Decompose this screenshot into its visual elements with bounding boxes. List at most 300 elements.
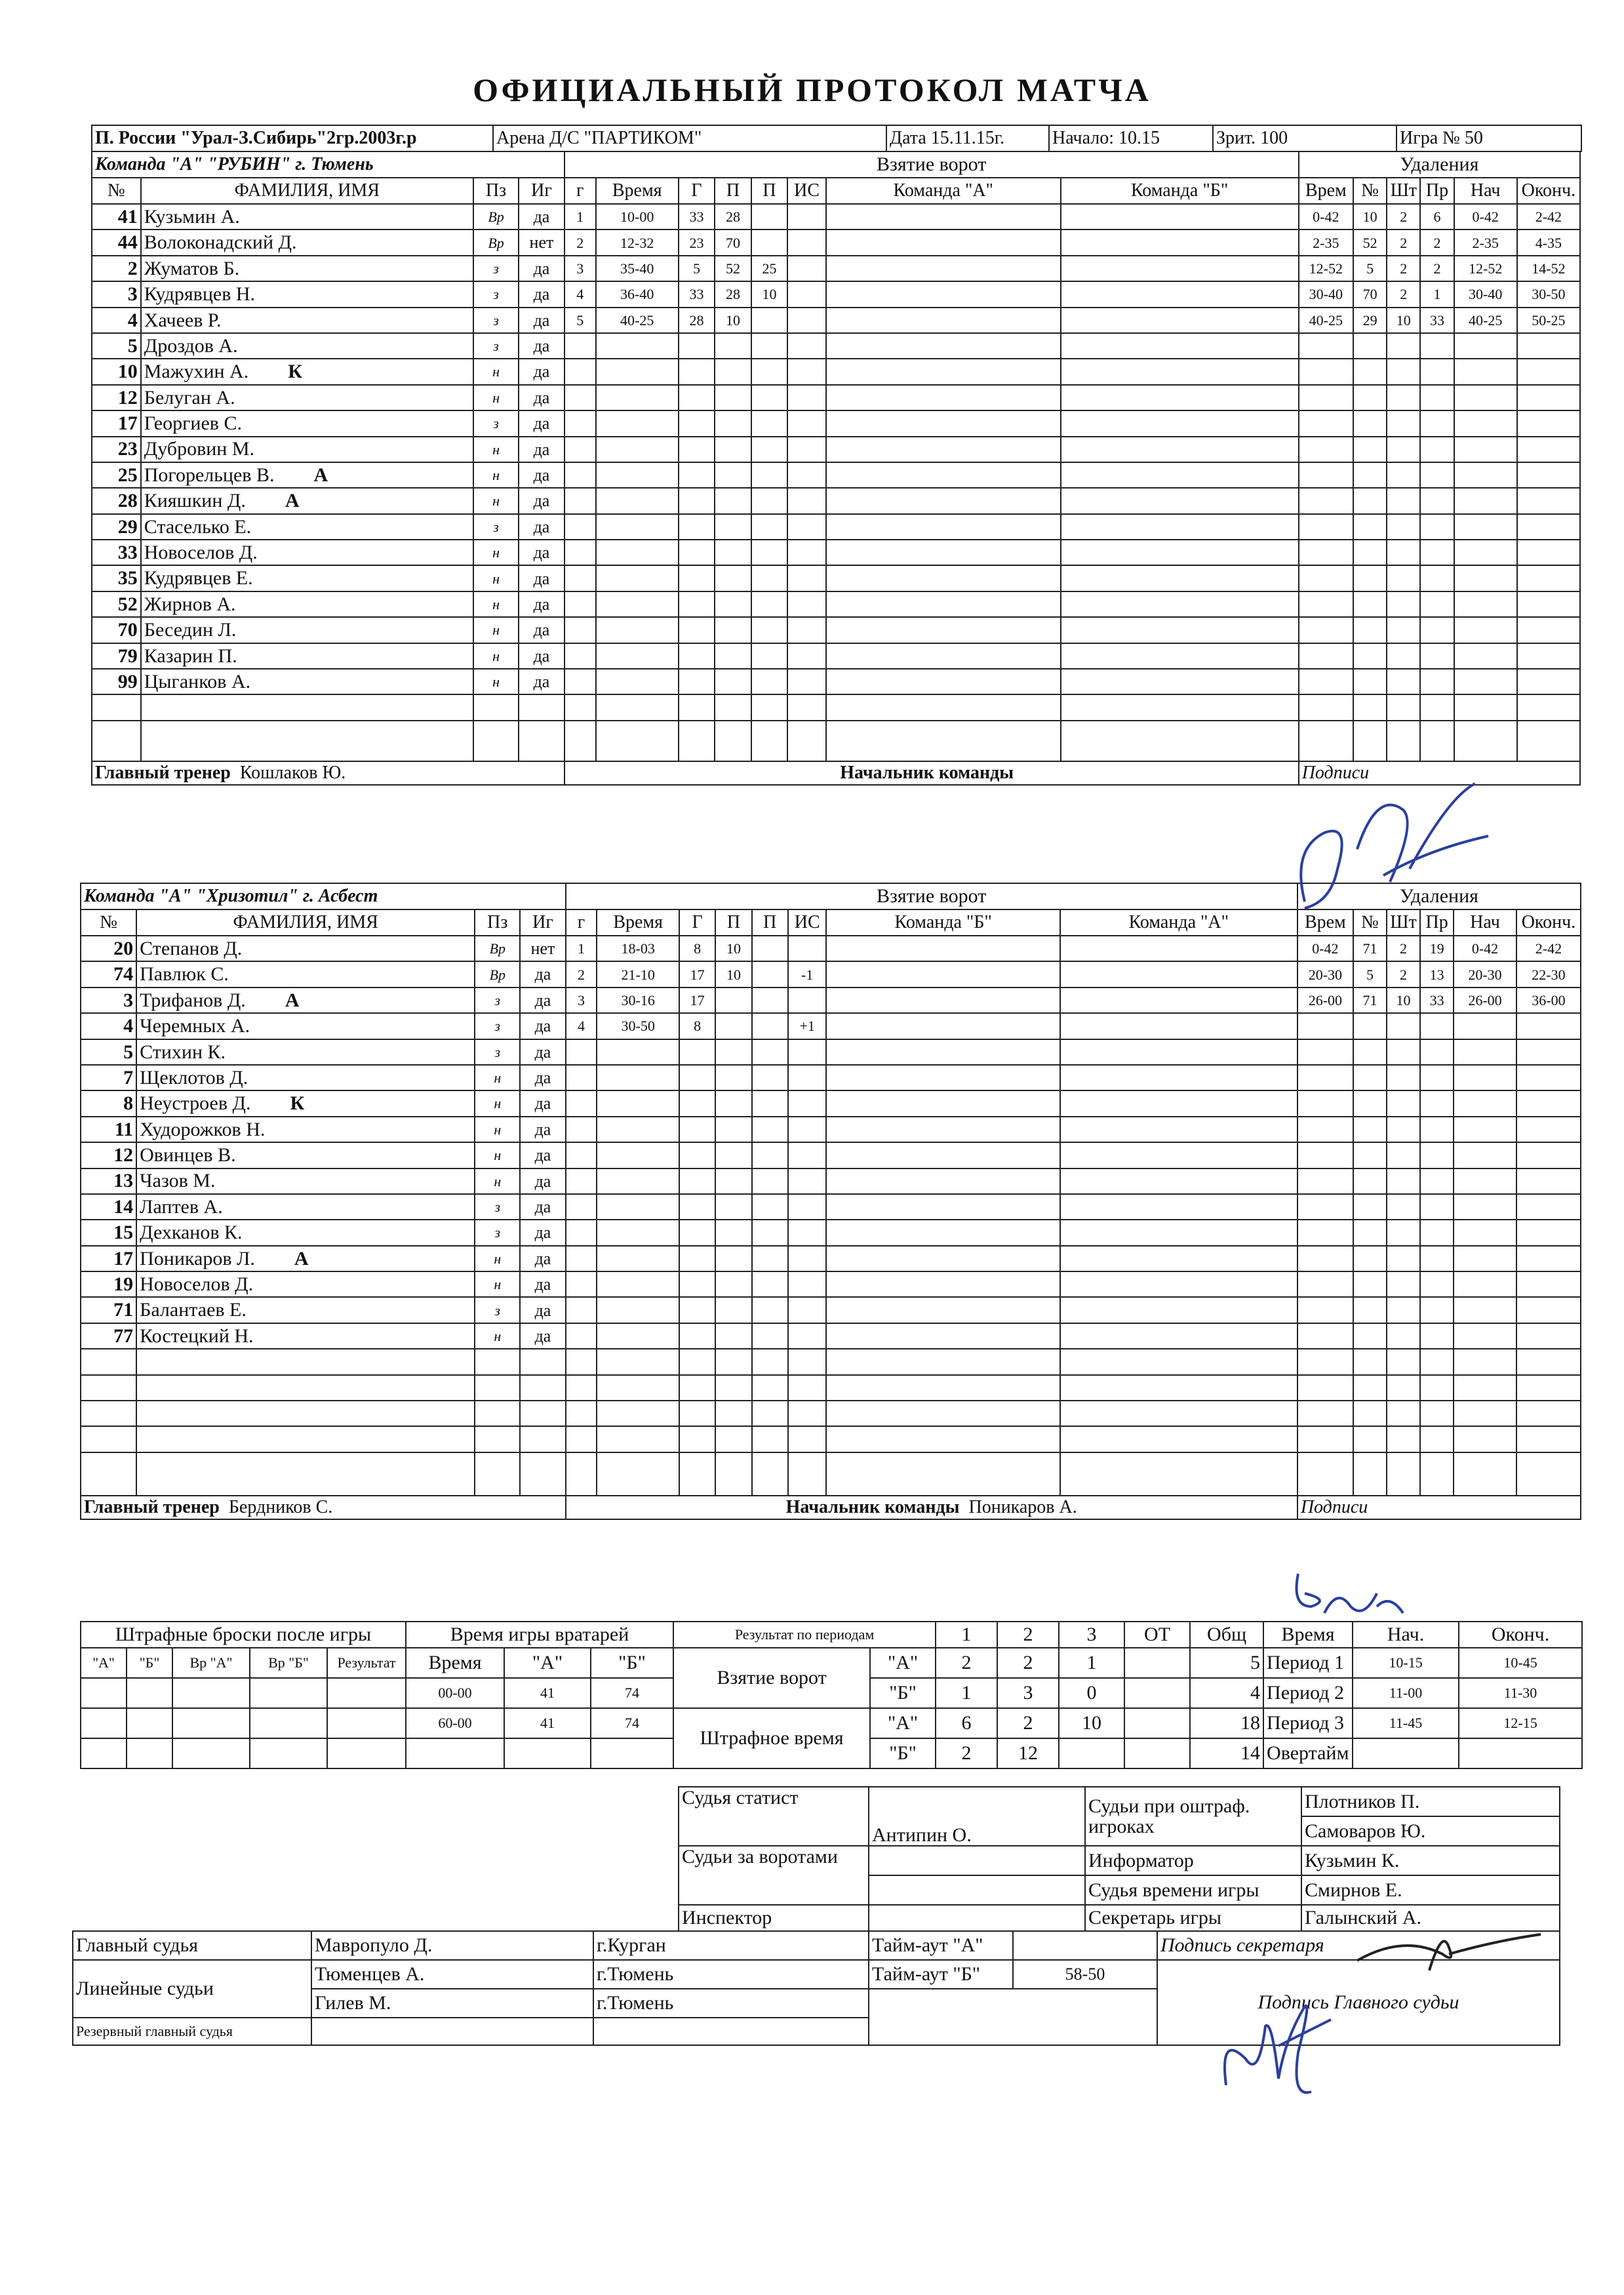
gk-time: 60-00 bbox=[406, 1708, 504, 1738]
empty-cell bbox=[596, 721, 679, 761]
empty-cell bbox=[752, 1194, 788, 1220]
empty-cell bbox=[1387, 1297, 1420, 1323]
player-plays: нет bbox=[520, 936, 565, 961]
empty-cell bbox=[1420, 385, 1454, 410]
pim-b-total: 14 bbox=[1190, 1738, 1263, 1768]
player-name bbox=[141, 643, 473, 669]
penalty-player-header: № bbox=[1353, 909, 1387, 936]
empty-cell bbox=[679, 1065, 715, 1090]
empty-cell bbox=[679, 333, 715, 359]
player-name-text: Костецкий Н. bbox=[140, 1325, 254, 1347]
arena: Арена Д/С "ПАРТИКОМ" bbox=[493, 125, 886, 151]
lineup-cell bbox=[1060, 1090, 1297, 1116]
player-row bbox=[92, 694, 1580, 720]
empty-cell bbox=[597, 1246, 679, 1271]
empty-cell bbox=[679, 1117, 715, 1142]
empty-cell bbox=[1454, 1013, 1516, 1039]
player-row bbox=[92, 437, 1580, 462]
goal-assist-2 bbox=[752, 961, 788, 987]
penalty-minutes: 2 bbox=[1387, 230, 1420, 255]
lineup-cell bbox=[826, 1375, 1060, 1401]
empty-cell bbox=[597, 1142, 679, 1168]
player-name bbox=[136, 1039, 475, 1065]
empty-cell bbox=[1454, 1142, 1516, 1168]
player-position: н bbox=[473, 540, 519, 565]
player-plays: да bbox=[520, 1117, 565, 1142]
empty-cell bbox=[715, 385, 751, 410]
empty-cell bbox=[566, 1401, 597, 1426]
empty-cell bbox=[596, 333, 679, 359]
player-name-text: Жирнов А. bbox=[144, 593, 236, 615]
player-row bbox=[92, 721, 1580, 761]
player-position: н bbox=[473, 462, 519, 488]
empty-cell bbox=[520, 1401, 565, 1426]
no-header: № bbox=[92, 178, 141, 204]
penalty-minutes: 10 bbox=[1387, 988, 1420, 1013]
empty-cell bbox=[1516, 1220, 1581, 1245]
empty-cell bbox=[564, 617, 596, 643]
player-number: 13 bbox=[81, 1168, 136, 1194]
player-position: з bbox=[475, 1297, 520, 1323]
empty-cell bbox=[1299, 617, 1353, 643]
pim-b-ot bbox=[1124, 1738, 1190, 1768]
empty-cell bbox=[566, 1194, 597, 1220]
empty-cell bbox=[1387, 721, 1420, 761]
player-name bbox=[136, 1065, 475, 1090]
player-position: н bbox=[473, 669, 519, 694]
player-row bbox=[92, 488, 1580, 513]
empty-cell bbox=[1454, 1168, 1516, 1194]
empty-cell bbox=[1387, 1142, 1420, 1168]
empty-cell bbox=[597, 1194, 679, 1220]
empty-cell bbox=[1353, 540, 1387, 565]
empty-cell bbox=[679, 1297, 715, 1323]
empty-cell bbox=[1299, 462, 1353, 488]
penalty-start: 40-25 bbox=[1454, 308, 1517, 333]
lineup-cell bbox=[826, 359, 1061, 384]
pim-b-p2: 12 bbox=[997, 1738, 1059, 1768]
empty-cell bbox=[1516, 1013, 1581, 1039]
empty-cell bbox=[136, 1349, 475, 1374]
empty-cell bbox=[751, 643, 788, 669]
player-name-text: Стихин К. bbox=[140, 1041, 226, 1063]
player-name bbox=[136, 1142, 475, 1168]
empty-cell bbox=[787, 437, 826, 462]
empty-cell bbox=[679, 721, 715, 761]
empty-cell bbox=[1353, 1142, 1387, 1168]
penalty-start-header: Нач bbox=[1454, 909, 1516, 936]
empty-cell bbox=[597, 1090, 679, 1116]
player-role-tag: А bbox=[285, 989, 300, 1011]
empty-cell bbox=[679, 410, 715, 436]
empty-cell bbox=[1454, 1220, 1516, 1245]
goal-assist-1: 70 bbox=[715, 230, 751, 255]
goal-strength bbox=[787, 256, 826, 281]
empty-cell bbox=[679, 669, 715, 694]
empty-cell bbox=[1387, 1246, 1420, 1271]
player-number: 70 bbox=[92, 617, 141, 643]
lineup-cell bbox=[826, 488, 1061, 513]
empty-cell bbox=[566, 1271, 597, 1297]
lineup-cell bbox=[1061, 488, 1299, 513]
goal-assist-1 bbox=[715, 1013, 751, 1039]
lineup-cell bbox=[826, 1090, 1060, 1116]
player-name bbox=[136, 1194, 475, 1220]
player-row bbox=[81, 1401, 1581, 1426]
empty-cell bbox=[1353, 1220, 1387, 1245]
goal-scorer: 8 bbox=[679, 1013, 715, 1039]
empty-cell bbox=[788, 1168, 827, 1194]
empty-cell bbox=[679, 1323, 715, 1349]
lineup-cell bbox=[826, 1013, 1060, 1039]
empty-cell bbox=[1299, 721, 1353, 761]
lineup-cell bbox=[826, 565, 1061, 591]
empty-cell bbox=[1517, 617, 1580, 643]
empty-cell bbox=[1454, 591, 1517, 617]
penalty-minutes: 2 bbox=[1387, 961, 1420, 987]
empty-cell bbox=[1420, 1065, 1454, 1090]
empty-cell bbox=[1387, 437, 1420, 462]
empty-cell bbox=[1420, 462, 1454, 488]
empty-cell bbox=[715, 1220, 751, 1245]
empty-cell bbox=[715, 1349, 751, 1374]
goal-time: 12-32 bbox=[596, 230, 679, 255]
shootout-col: "Б" bbox=[127, 1648, 172, 1678]
penalty-time: 12-52 bbox=[1299, 256, 1353, 281]
lineup-cell bbox=[1061, 721, 1299, 761]
empty-cell bbox=[1454, 1271, 1516, 1297]
empty-cell bbox=[596, 591, 679, 617]
goal-number: 4 bbox=[564, 281, 596, 307]
start-header: Нач. bbox=[1353, 1622, 1459, 1648]
goal-scorer: 17 bbox=[679, 988, 715, 1013]
penalty-start: 0-42 bbox=[1454, 204, 1517, 230]
informer-label: Информатор bbox=[1085, 1846, 1301, 1875]
empty-cell bbox=[1353, 1246, 1387, 1271]
player-number: 3 bbox=[92, 281, 141, 307]
empty-cell bbox=[1516, 1117, 1581, 1142]
empty-cell bbox=[679, 514, 715, 540]
goal-time: 21-10 bbox=[597, 961, 679, 987]
player-position: Вр bbox=[473, 230, 519, 255]
empty-cell bbox=[1454, 488, 1517, 513]
empty-cell bbox=[566, 1039, 597, 1065]
empty-cell bbox=[1454, 1246, 1516, 1271]
overtime-header: ОТ bbox=[1124, 1622, 1190, 1648]
goal-judges-label: Судьи за воротами bbox=[679, 1846, 869, 1905]
empty-cell bbox=[1517, 333, 1580, 359]
empty-cell bbox=[564, 540, 596, 565]
empty-cell bbox=[787, 694, 826, 720]
empty-cell bbox=[751, 565, 788, 591]
main-referee-label: Главный судья bbox=[73, 1931, 311, 1960]
player-name-text: Стаселько Е. bbox=[144, 515, 252, 538]
empty-cell bbox=[751, 437, 788, 462]
player-name bbox=[141, 462, 473, 488]
time-header: Время bbox=[1263, 1622, 1353, 1648]
player-name bbox=[136, 1168, 475, 1194]
empty-cell bbox=[752, 1271, 788, 1297]
empty-cell bbox=[520, 1349, 565, 1374]
empty-cell bbox=[751, 385, 788, 410]
empty-cell bbox=[597, 1323, 679, 1349]
lineup-cell bbox=[826, 308, 1061, 333]
player-number: 33 bbox=[92, 540, 141, 565]
empty-cell bbox=[1420, 410, 1454, 436]
empty-cell bbox=[1387, 1349, 1420, 1374]
player-name-text: Черемных А. bbox=[140, 1015, 250, 1037]
goal-no-header: г bbox=[566, 909, 597, 936]
empty-cell bbox=[1299, 437, 1353, 462]
empty-cell bbox=[566, 1142, 597, 1168]
player-name-text: Овинцев В. bbox=[140, 1144, 236, 1167]
scorer-header: Г bbox=[679, 909, 715, 936]
empty-cell bbox=[715, 1323, 751, 1349]
player-number: 52 bbox=[92, 591, 141, 617]
empty-cell bbox=[1454, 514, 1517, 540]
player-position: н bbox=[475, 1246, 520, 1271]
penalty-start: 12-52 bbox=[1454, 256, 1517, 281]
strength-header: ИС bbox=[787, 178, 826, 204]
penalty-player: 71 bbox=[1353, 936, 1387, 961]
player-row bbox=[81, 1013, 1581, 1039]
empty-cell bbox=[787, 617, 826, 643]
lineup-cell bbox=[826, 204, 1061, 230]
empty-cell bbox=[1353, 1013, 1387, 1039]
empty-cell bbox=[1387, 488, 1420, 513]
assist-1-header: П bbox=[715, 178, 751, 204]
penalty-start: 20-30 bbox=[1454, 961, 1516, 987]
player-plays: да bbox=[520, 1323, 565, 1349]
empty-cell bbox=[596, 462, 679, 488]
goal-strength: -1 bbox=[788, 961, 827, 987]
empty-cell bbox=[1517, 437, 1580, 462]
goal-assist-2 bbox=[751, 204, 788, 230]
empty-cell bbox=[1517, 565, 1580, 591]
penalty-start: 0-42 bbox=[1454, 936, 1516, 961]
stat-judge-label: Судья статист bbox=[679, 1787, 869, 1846]
empty-cell bbox=[1454, 410, 1517, 436]
player-number: 8 bbox=[81, 1090, 136, 1116]
empty-cell bbox=[1454, 1090, 1516, 1116]
penalty-player: 10 bbox=[1353, 204, 1387, 230]
goals-row-label: Взятие ворот bbox=[673, 1648, 870, 1708]
lineup-cell bbox=[826, 591, 1061, 617]
lineup-cell bbox=[826, 230, 1061, 255]
empty-cell bbox=[1387, 462, 1420, 488]
team-manager-label: Начальник команды bbox=[785, 1497, 960, 1518]
empty-cell bbox=[751, 617, 788, 643]
player-row bbox=[81, 1220, 1581, 1245]
goal-assist-2 bbox=[751, 230, 788, 255]
empty-cell bbox=[1353, 591, 1387, 617]
empty-cell bbox=[1420, 1090, 1454, 1116]
empty-cell bbox=[1454, 694, 1517, 720]
player-name-text: Степанов Д. bbox=[140, 937, 243, 959]
empty-cell bbox=[679, 488, 715, 513]
main-referee-name: Мавропуло Д. bbox=[311, 1931, 593, 1960]
player-row bbox=[92, 591, 1580, 617]
period-2-label: Период 2 bbox=[1263, 1678, 1353, 1708]
player-plays: да bbox=[519, 333, 564, 359]
empty-cell bbox=[1297, 1142, 1353, 1168]
team-b-label: "Б" bbox=[870, 1738, 936, 1768]
empty-cell bbox=[596, 540, 679, 565]
lineup-cell bbox=[1060, 1375, 1297, 1401]
player-name bbox=[141, 385, 473, 410]
goal-time: 18-03 bbox=[597, 936, 679, 961]
player-position: з bbox=[473, 308, 519, 333]
player-number: 41 bbox=[92, 204, 141, 230]
lineup-cell bbox=[1061, 514, 1299, 540]
goal-number: 3 bbox=[564, 256, 596, 281]
empty-cell bbox=[679, 1375, 715, 1401]
lineup-cell bbox=[826, 385, 1061, 410]
empty-cell bbox=[679, 462, 715, 488]
player-name-text: Щеклотов Д. bbox=[140, 1066, 248, 1088]
empty-cell bbox=[1516, 1142, 1581, 1168]
empty-cell bbox=[1454, 721, 1517, 761]
empty-cell bbox=[596, 488, 679, 513]
penalties-title: Удаления bbox=[1299, 151, 1580, 178]
empty-cell bbox=[1516, 1246, 1581, 1271]
goals-title: Взятие ворот bbox=[566, 883, 1297, 909]
empty-cell bbox=[751, 410, 788, 436]
empty-cell bbox=[1297, 1168, 1353, 1194]
goal-number: 3 bbox=[566, 988, 597, 1013]
empty-cell bbox=[679, 617, 715, 643]
empty-cell bbox=[787, 643, 826, 669]
pim-b-p3 bbox=[1059, 1738, 1124, 1768]
player-name-text: Кудрявцев Н. bbox=[144, 283, 256, 306]
player-row bbox=[81, 1349, 1581, 1374]
player-row bbox=[81, 1065, 1581, 1090]
empty-cell bbox=[751, 540, 788, 565]
empty-cell bbox=[473, 721, 519, 761]
empty-cell bbox=[564, 333, 596, 359]
player-plays: да bbox=[520, 1194, 565, 1220]
empty-cell bbox=[1353, 1452, 1387, 1496]
main-referee-signature-label: Подпись Главного судьи bbox=[1157, 1960, 1560, 2045]
scorer-header: Г bbox=[679, 178, 715, 204]
goal-scorer: 33 bbox=[679, 281, 715, 307]
penalty-minutes: 2 bbox=[1387, 936, 1420, 961]
empty-cell bbox=[1353, 1297, 1387, 1323]
penalty-reason-header: Пр bbox=[1420, 909, 1454, 936]
penalty-end: 50-25 bbox=[1517, 308, 1580, 333]
empty-cell bbox=[1387, 359, 1420, 384]
empty-cell bbox=[1454, 385, 1517, 410]
player-name bbox=[141, 333, 473, 359]
penalty-minutes: 2 bbox=[1387, 256, 1420, 281]
empty-cell bbox=[1517, 669, 1580, 694]
goal-strength bbox=[787, 230, 826, 255]
penalty-time: 0-42 bbox=[1299, 204, 1353, 230]
empty-cell bbox=[788, 1220, 827, 1245]
player-name-text: Поникаров Л. bbox=[140, 1247, 255, 1269]
empty-cell bbox=[1387, 410, 1420, 436]
empty-cell bbox=[566, 1375, 597, 1401]
team-a-section bbox=[91, 151, 1581, 786]
player-row bbox=[81, 1246, 1581, 1271]
player-name bbox=[141, 514, 473, 540]
empty-cell bbox=[1353, 385, 1387, 410]
goal-assist-2: 10 bbox=[751, 281, 788, 307]
empty-cell bbox=[679, 643, 715, 669]
empty-cell bbox=[1297, 1297, 1353, 1323]
empty-cell bbox=[679, 694, 715, 720]
empty-cell bbox=[787, 565, 826, 591]
empty-cell bbox=[597, 1426, 679, 1452]
empty-cell bbox=[1353, 488, 1387, 513]
empty-cell bbox=[1454, 540, 1517, 565]
player-name bbox=[136, 1271, 475, 1297]
gk-col: "А" bbox=[504, 1648, 591, 1678]
empty-cell bbox=[1387, 1013, 1420, 1039]
empty-cell bbox=[1516, 1039, 1581, 1065]
assist-2-header: П bbox=[751, 178, 788, 204]
empty-cell bbox=[1387, 694, 1420, 720]
assist-1-header: П bbox=[715, 909, 751, 936]
empty-cell bbox=[715, 617, 751, 643]
empty-cell bbox=[787, 488, 826, 513]
empty-cell bbox=[1387, 1039, 1420, 1065]
position-header: Пз bbox=[473, 178, 519, 204]
goal-assist-1: 52 bbox=[715, 256, 751, 281]
player-name-text: Лаптев А. bbox=[140, 1195, 223, 1218]
period-3-end: 12-15 bbox=[1459, 1708, 1582, 1738]
lineup-cell bbox=[826, 988, 1060, 1013]
player-number: 77 bbox=[81, 1323, 136, 1349]
penalty-minutes-header: Шт bbox=[1387, 178, 1420, 204]
lineup-cell bbox=[1061, 591, 1299, 617]
empty-cell bbox=[1420, 1297, 1454, 1323]
empty-cell bbox=[1353, 565, 1387, 591]
goal-assist-1: 10 bbox=[715, 936, 751, 961]
empty-cell bbox=[679, 1452, 715, 1496]
empty-cell bbox=[752, 1323, 788, 1349]
empty-cell bbox=[752, 1349, 788, 1374]
penalty-player: 70 bbox=[1353, 281, 1387, 307]
empty-cell bbox=[679, 1401, 715, 1426]
gk-a: 41 bbox=[504, 1708, 591, 1738]
team-a-label: "А" bbox=[870, 1648, 936, 1678]
penalty-reason: 19 bbox=[1420, 936, 1454, 961]
player-name bbox=[141, 204, 473, 230]
player-name-text: Павлюк С. bbox=[140, 963, 229, 986]
empty-cell bbox=[1353, 410, 1387, 436]
empty-cell bbox=[1353, 1039, 1387, 1065]
lineup-cell bbox=[1061, 540, 1299, 565]
empty-cell bbox=[1299, 694, 1353, 720]
penalty-end: 2-42 bbox=[1517, 204, 1580, 230]
empty-cell bbox=[564, 694, 596, 720]
player-name-text: Кияшкин Д. bbox=[144, 490, 246, 512]
pim-b-p1: 2 bbox=[936, 1738, 997, 1768]
player-name-text: Чазов М. bbox=[140, 1170, 216, 1192]
player-row bbox=[92, 359, 1580, 384]
player-row bbox=[92, 333, 1580, 359]
overtime-start bbox=[1353, 1738, 1459, 1768]
player-row bbox=[92, 565, 1580, 591]
empty-cell bbox=[1299, 410, 1353, 436]
empty-cell bbox=[787, 514, 826, 540]
lineup-cell bbox=[826, 721, 1061, 761]
lineup-cell bbox=[826, 1297, 1060, 1323]
empty-cell bbox=[1454, 669, 1517, 694]
lineup-cell bbox=[826, 281, 1061, 307]
player-plays: да bbox=[519, 410, 564, 436]
